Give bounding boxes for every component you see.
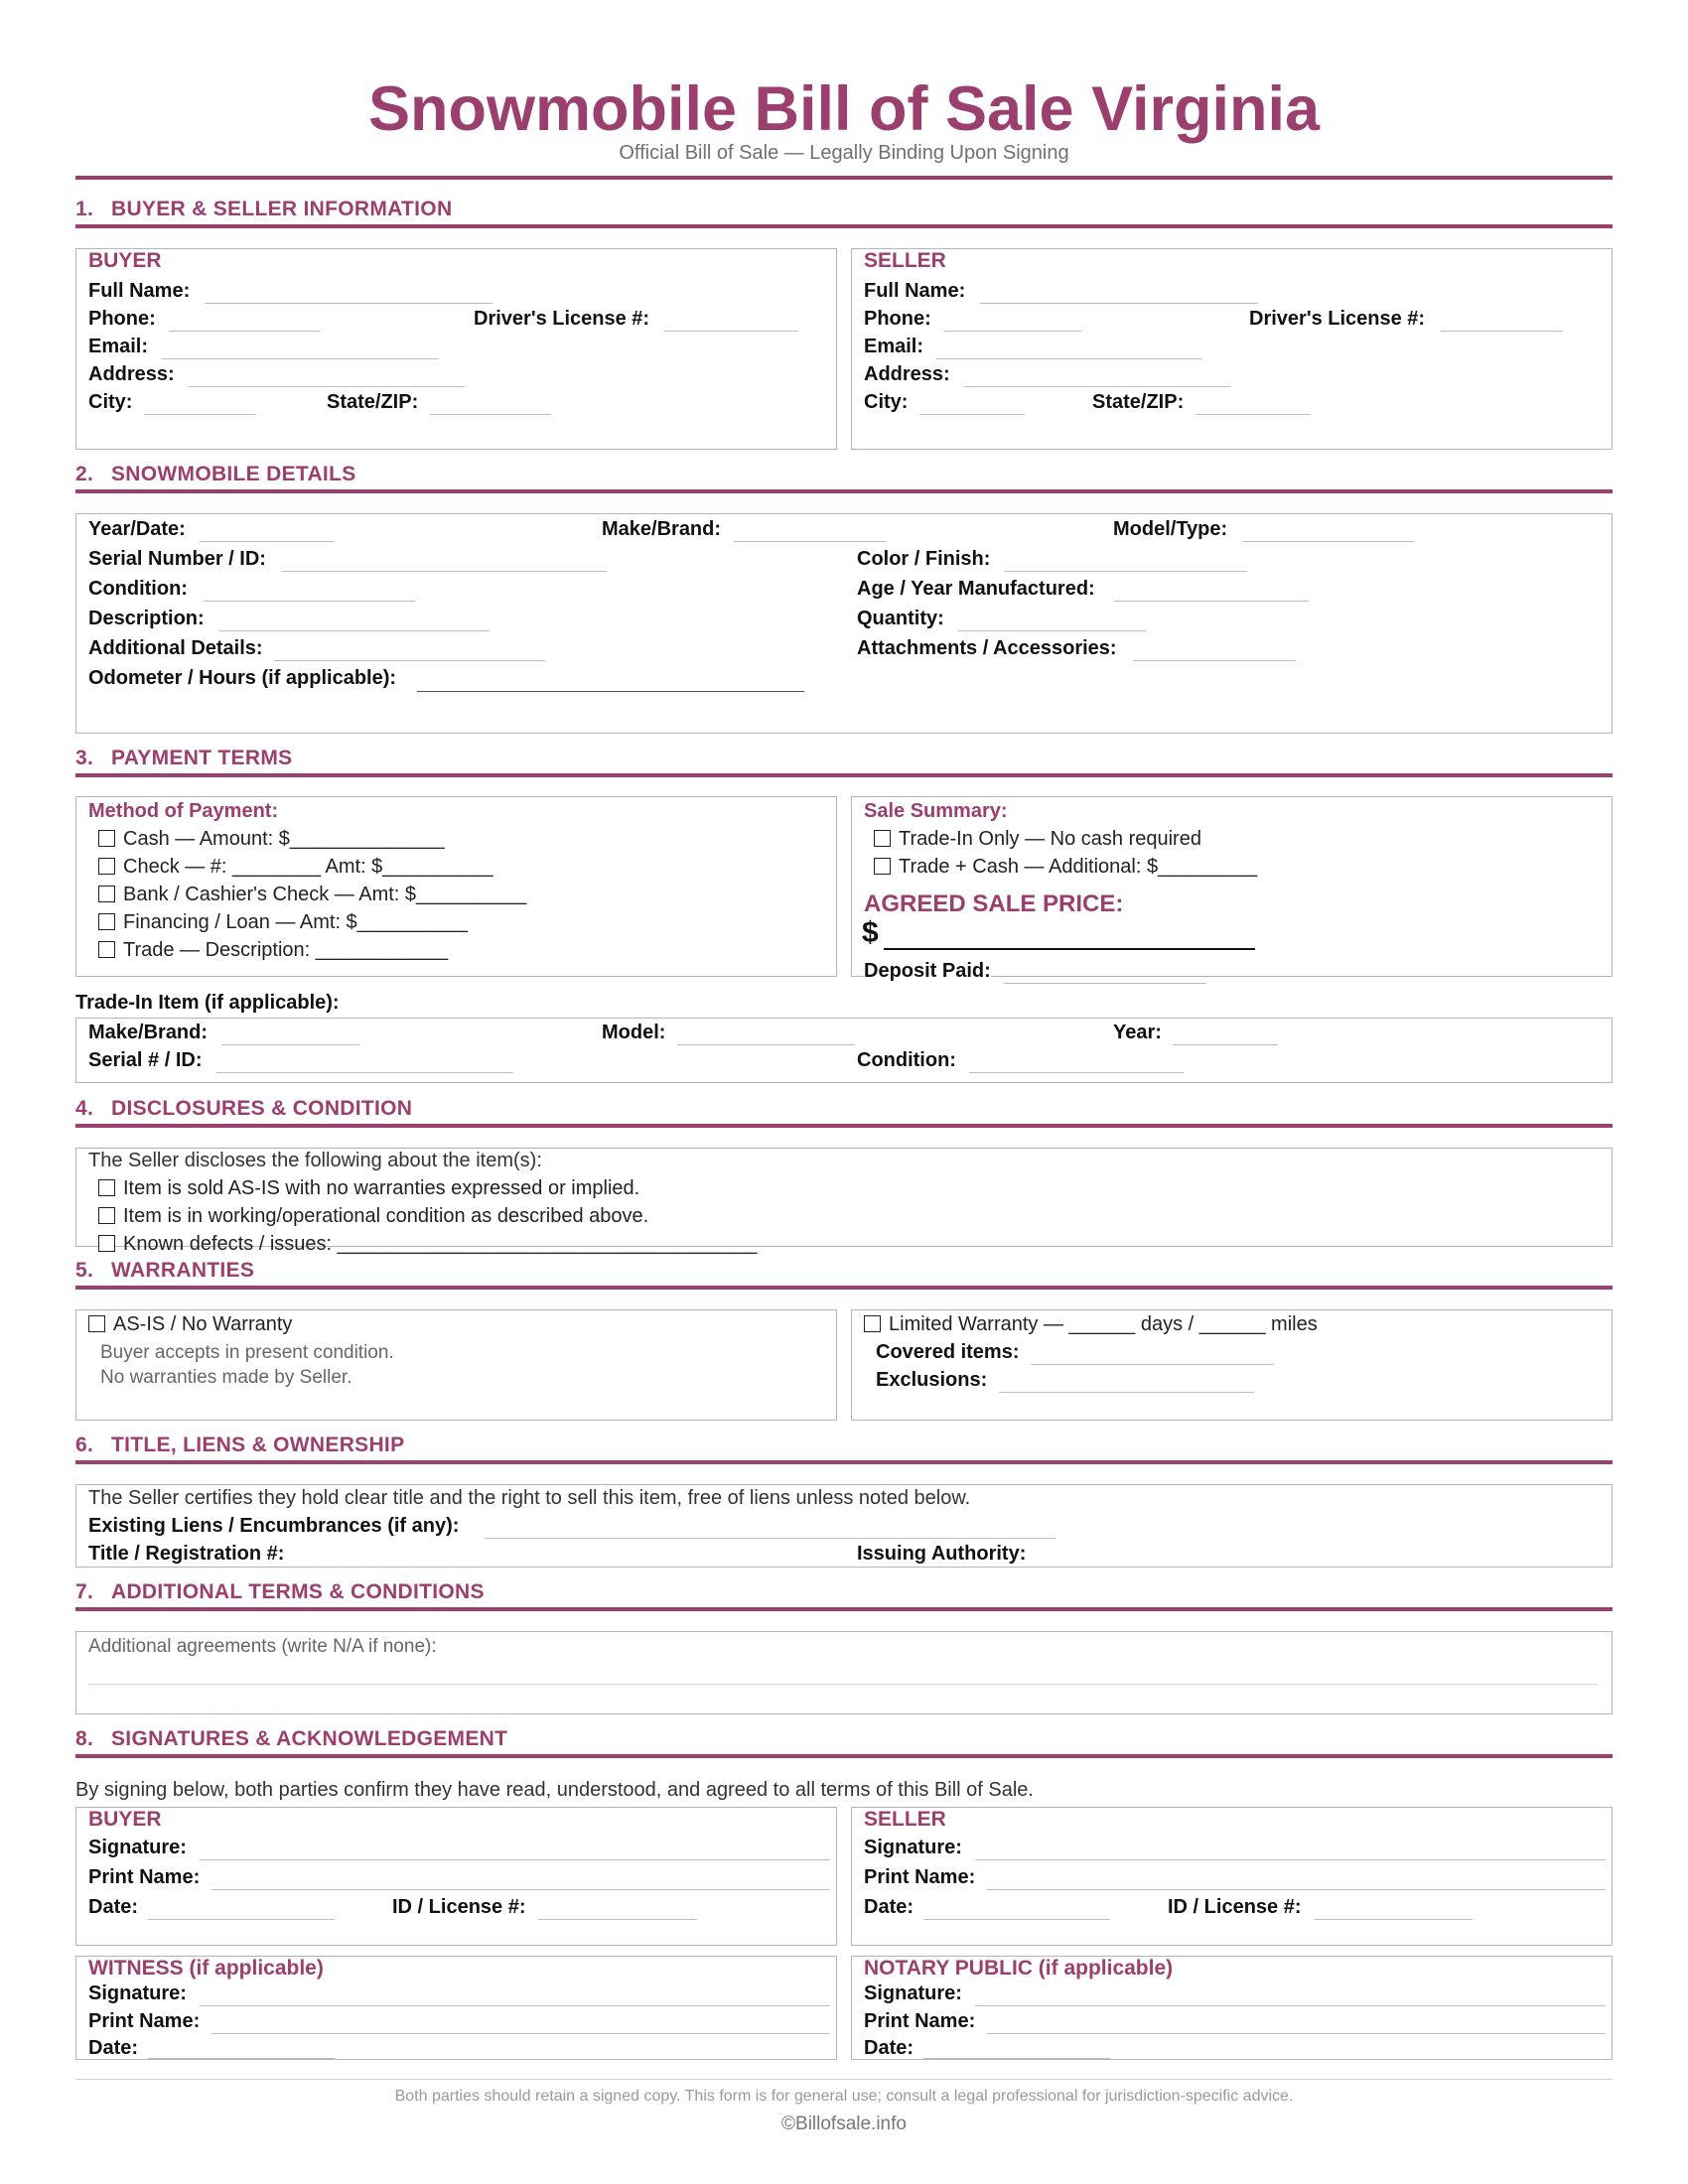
model-field[interactable] [1243, 541, 1414, 542]
summary-option-trade-cash[interactable]: Trade + Cash — Additional: $_________ [874, 856, 1257, 879]
section-divider-1 [75, 224, 1613, 228]
section-divider-6 [75, 1460, 1613, 1464]
limited-warranty-box [851, 1309, 1613, 1421]
page-title: Snowmobile Bill of Sale Virginia [367, 74, 1320, 144]
tradein-model-label: Model: [602, 1022, 666, 1043]
seller-heading: SELLER [864, 249, 946, 272]
additional-details-label: Additional Details: [88, 637, 263, 659]
summary-option-tradein-only[interactable]: Trade-In Only — No cash required [874, 828, 1201, 851]
buyer-full-name-field[interactable] [205, 303, 492, 304]
disclosures-intro: The Seller discloses the following about the item(s): [88, 1150, 542, 1171]
seller-email-label: Email: [864, 336, 924, 357]
limited-warranty-checkbox[interactable] [864, 1315, 881, 1332]
footer-divider [75, 2079, 1613, 2080]
additional-terms-field[interactable] [88, 1684, 1598, 1685]
seller-address-label: Address: [864, 363, 950, 385]
buyer-id-license-label: ID / License #: [392, 1896, 526, 1918]
seller-date-label: Date: [864, 1896, 914, 1918]
seller-city-label: City: [864, 391, 909, 413]
tradein-serial-label: Serial # / ID: [88, 1049, 203, 1071]
buyer-signature-label: Signature: [88, 1837, 187, 1858]
disclosure-working[interactable]: Item is in working/operational condition as described above. [98, 1205, 648, 1228]
title-liens-box [75, 1484, 1613, 1568]
buyer-email-label: Email: [88, 336, 149, 357]
seller-signature-label: Signature: [864, 1837, 962, 1858]
notary-print-name-label: Print Name: [864, 2010, 976, 2032]
seller-full-name-field[interactable] [980, 303, 1258, 304]
buyer-print-name-field[interactable] [211, 1889, 830, 1890]
disclosure-asis[interactable]: Item is sold AS-IS with no warranties expressed or implied. [98, 1177, 639, 1200]
tradein-condition-label: Condition: [857, 1049, 956, 1071]
notary-signature-field[interactable] [975, 2005, 1606, 2006]
payment-option-check[interactable]: Check — #: ________ Amt: $__________ [98, 856, 493, 879]
witness-signature-label: Signature: [88, 1982, 187, 2004]
condition-field[interactable] [204, 601, 415, 602]
covered-items-field[interactable] [1031, 1364, 1274, 1365]
attachments-field[interactable] [1133, 660, 1296, 661]
buyer-signature-box [75, 1807, 837, 1946]
issuing-authority-label: Issuing Authority: [857, 1543, 1027, 1565]
deposit-field[interactable] [1004, 983, 1206, 984]
liens-label: Existing Liens / Encumbrances (if any): [88, 1515, 460, 1537]
seller-phone-label: Phone: [864, 308, 931, 330]
buyer-phone-field[interactable] [169, 331, 320, 332]
notary-signature-box [851, 1956, 1613, 2060]
witness-signature-field[interactable] [200, 2005, 830, 2006]
dollar-sign: $ [862, 916, 879, 949]
section-heading-8: 8. SIGNATURES & ACKNOWLEDGEMENT [75, 1727, 508, 1750]
buyer-signature-field[interactable] [200, 1859, 830, 1860]
buyer-license-field[interactable] [664, 331, 798, 332]
tradein-year-field[interactable] [1173, 1044, 1278, 1045]
notary-date-label: Date: [864, 2037, 914, 2059]
section-heading-4: 4. DISCLOSURES & CONDITION [75, 1097, 413, 1120]
deposit-label: Deposit Paid: [864, 960, 991, 982]
sale-summary-heading: Sale Summary: [864, 800, 1008, 822]
additional-terms-prompt: Additional agreements (write N/A if none): [88, 1636, 437, 1657]
asis-warranty-checkbox[interactable] [88, 1315, 105, 1332]
year-field[interactable] [200, 541, 334, 542]
age-field[interactable] [1114, 601, 1309, 602]
quantity-field[interactable] [957, 630, 1146, 631]
additional-details-field[interactable] [274, 660, 545, 661]
witness-print-name-field[interactable] [211, 2033, 830, 2034]
cash-checkbox[interactable] [98, 830, 115, 847]
section-divider-5 [75, 1286, 1613, 1290]
section-divider-4 [75, 1124, 1613, 1128]
disclosure-defects[interactable]: Known defects / issues: ______________________________________ [98, 1233, 757, 1256]
buyer-full-name-label: Full Name: [88, 280, 191, 302]
buyer-date-field[interactable] [148, 1919, 335, 1920]
tradein-model-field[interactable] [677, 1044, 855, 1045]
serial-field[interactable] [282, 571, 607, 572]
footer-note: Both parties should retain a signed copy. This form is for general use; consult a legal professional for jurisdiction-specific advice. [394, 2088, 1294, 2105]
notary-heading: NOTARY PUBLIC (if applicable) [864, 1957, 1174, 1979]
signatures-intro: By signing below, both parties confirm they have read, understood, and agreed to all terms of this Bill of Sale. [75, 1779, 1034, 1801]
financing-checkbox[interactable] [98, 913, 115, 930]
witness-signature-box [75, 1956, 837, 2060]
buyer-heading: BUYER [88, 249, 162, 272]
witness-date-label: Date: [88, 2037, 139, 2059]
seller-signature-field[interactable] [975, 1859, 1606, 1860]
seller-email-field[interactable] [936, 358, 1202, 359]
seller-info-box [851, 248, 1613, 450]
tradein-only-checkbox[interactable] [874, 830, 891, 847]
section-heading-7: 7. ADDITIONAL TERMS & CONDITIONS [75, 1580, 485, 1603]
buyer-email-field[interactable] [161, 358, 439, 359]
seller-signature-box [851, 1807, 1613, 1946]
trade-cash-checkbox[interactable] [874, 858, 891, 875]
buyer-signature-heading: BUYER [88, 1808, 162, 1831]
serial-label: Serial Number / ID: [88, 548, 266, 570]
buyer-address-label: Address: [88, 363, 175, 385]
asis-warranty-option[interactable]: AS-IS / No Warranty [88, 1313, 292, 1336]
title-liens-intro: The Seller certifies they hold clear title and the right to sell this item, free of liens unless noted below. [88, 1487, 971, 1509]
agreed-sale-price-heading: AGREED SALE PRICE: [864, 890, 1124, 917]
asis-note-1: Buyer accepts in present condition. [100, 1342, 394, 1363]
agreed-sale-price-field[interactable] [884, 948, 1255, 950]
payment-option-cash[interactable]: Cash — Amount: $______________ [98, 828, 445, 851]
asis-note-2: No warranties made by Seller. [100, 1367, 352, 1388]
additional-terms-box [75, 1631, 1613, 1714]
section-heading-2: 2. SNOWMOBILE DETAILS [75, 463, 356, 485]
tradein-condition-field[interactable] [969, 1072, 1184, 1073]
quantity-label: Quantity: [857, 608, 944, 629]
payment-option-bank-check[interactable]: Bank / Cashier's Check — Amt: $__________ [98, 884, 526, 906]
buyer-info-box [75, 248, 837, 450]
make-field[interactable] [734, 541, 886, 542]
year-label: Year/Date: [88, 518, 186, 540]
section-divider-2 [75, 489, 1613, 493]
check-checkbox[interactable] [98, 858, 115, 875]
witness-date-field[interactable] [148, 2058, 335, 2059]
odometer-field[interactable] [417, 691, 804, 692]
seller-id-license-label: ID / License #: [1168, 1896, 1302, 1918]
snowmobile-details-box [75, 513, 1613, 734]
payment-option-trade[interactable]: Trade — Description: ____________ [98, 939, 448, 962]
asis-warranty-box [75, 1309, 837, 1421]
seller-license-label: Driver's License #: [1249, 308, 1426, 330]
seller-print-name-field[interactable] [987, 1889, 1606, 1890]
buyer-city-label: City: [88, 391, 133, 413]
section-divider-8 [75, 1754, 1613, 1758]
buyer-license-label: Driver's License #: [474, 308, 650, 330]
seller-city-field[interactable] [919, 414, 1025, 415]
exclusions-label: Exclusions: [876, 1369, 988, 1391]
covered-items-label: Covered items: [876, 1341, 1020, 1363]
bank-check-checkbox[interactable] [98, 886, 115, 902]
notary-signature-label: Signature: [864, 1982, 962, 2004]
section-heading-3: 3. PAYMENT TERMS [75, 747, 293, 769]
tradein-serial-field[interactable] [216, 1072, 513, 1073]
section-heading-5: 5. WARRANTIES [75, 1259, 255, 1282]
seller-statezip-label: State/ZIP: [1092, 391, 1185, 413]
method-of-payment-heading: Method of Payment: [88, 800, 279, 822]
payment-option-financing[interactable]: Financing / Loan — Amt: $__________ [98, 911, 468, 934]
witness-print-name-label: Print Name: [88, 2010, 201, 2032]
seller-print-name-label: Print Name: [864, 1866, 976, 1888]
seller-address-field[interactable] [964, 386, 1230, 387]
section-heading-6: 6. TITLE, LIENS & OWNERSHIP [75, 1433, 405, 1456]
title-registration-label: Title / Registration #: [88, 1543, 285, 1565]
tradein-year-label: Year: [1113, 1022, 1162, 1043]
attachments-label: Attachments / Accessories: [857, 637, 1117, 659]
buyer-id-license-field[interactable] [538, 1919, 697, 1920]
make-label: Make/Brand: [602, 518, 722, 540]
tradein-heading: Trade-In Item (if applicable): [75, 992, 340, 1014]
age-label: Age / Year Manufactured: [857, 578, 1095, 600]
seller-license-field[interactable] [1440, 331, 1563, 332]
seller-phone-field[interactable] [944, 331, 1081, 332]
color-label: Color / Finish: [857, 548, 991, 570]
odometer-label: Odometer / Hours (if applicable): [88, 667, 397, 689]
color-field[interactable] [1004, 571, 1247, 572]
witness-heading: WITNESS (if applicable) [88, 1957, 324, 1979]
section-divider-3 [75, 773, 1613, 777]
sale-summary-box [851, 796, 1613, 982]
defects-disclosure-checkbox[interactable] [98, 1235, 115, 1252]
seller-statezip-field[interactable] [1196, 414, 1311, 415]
asis-disclosure-checkbox[interactable] [98, 1179, 115, 1196]
buyer-statezip-label: State/ZIP: [327, 391, 419, 413]
buyer-print-name-label: Print Name: [88, 1866, 201, 1888]
buyer-date-label: Date: [88, 1896, 139, 1918]
section-heading-1: 1. BUYER & SELLER INFORMATION [75, 198, 453, 220]
condition-label: Condition: [88, 578, 188, 600]
exclusions-field[interactable] [999, 1392, 1254, 1393]
buyer-address-field[interactable] [189, 386, 465, 387]
page-subtitle: Official Bill of Sale — Legally Binding Upon Signing [619, 142, 1069, 164]
description-field[interactable] [219, 630, 490, 631]
working-disclosure-checkbox[interactable] [98, 1207, 115, 1224]
disclosures-box [75, 1148, 1613, 1255]
buyer-city-field[interactable] [144, 414, 256, 415]
limited-warranty-option[interactable]: Limited Warranty — ______ days / ______ miles [864, 1313, 1318, 1336]
section-divider-7 [75, 1607, 1613, 1611]
seller-id-license-field[interactable] [1314, 1919, 1473, 1920]
liens-field[interactable] [485, 1538, 1055, 1539]
trade-checkbox[interactable] [98, 941, 115, 958]
seller-date-field[interactable] [923, 1919, 1110, 1920]
tradein-box [75, 1018, 1613, 1083]
payment-method-box [75, 796, 837, 977]
notary-date-field[interactable] [923, 2058, 1110, 2059]
tradein-make-label: Make/Brand: [88, 1022, 209, 1043]
footer-copyright: ©Billofsale.info [781, 2114, 907, 2134]
seller-full-name-label: Full Name: [864, 280, 966, 302]
header-divider [75, 176, 1613, 180]
tradein-make-field[interactable] [221, 1044, 359, 1045]
model-label: Model/Type: [1113, 518, 1228, 540]
notary-print-name-field[interactable] [987, 2033, 1606, 2034]
seller-signature-heading: SELLER [864, 1808, 946, 1831]
buyer-phone-label: Phone: [88, 308, 156, 330]
buyer-statezip-field[interactable] [430, 414, 551, 415]
description-label: Description: [88, 608, 205, 629]
